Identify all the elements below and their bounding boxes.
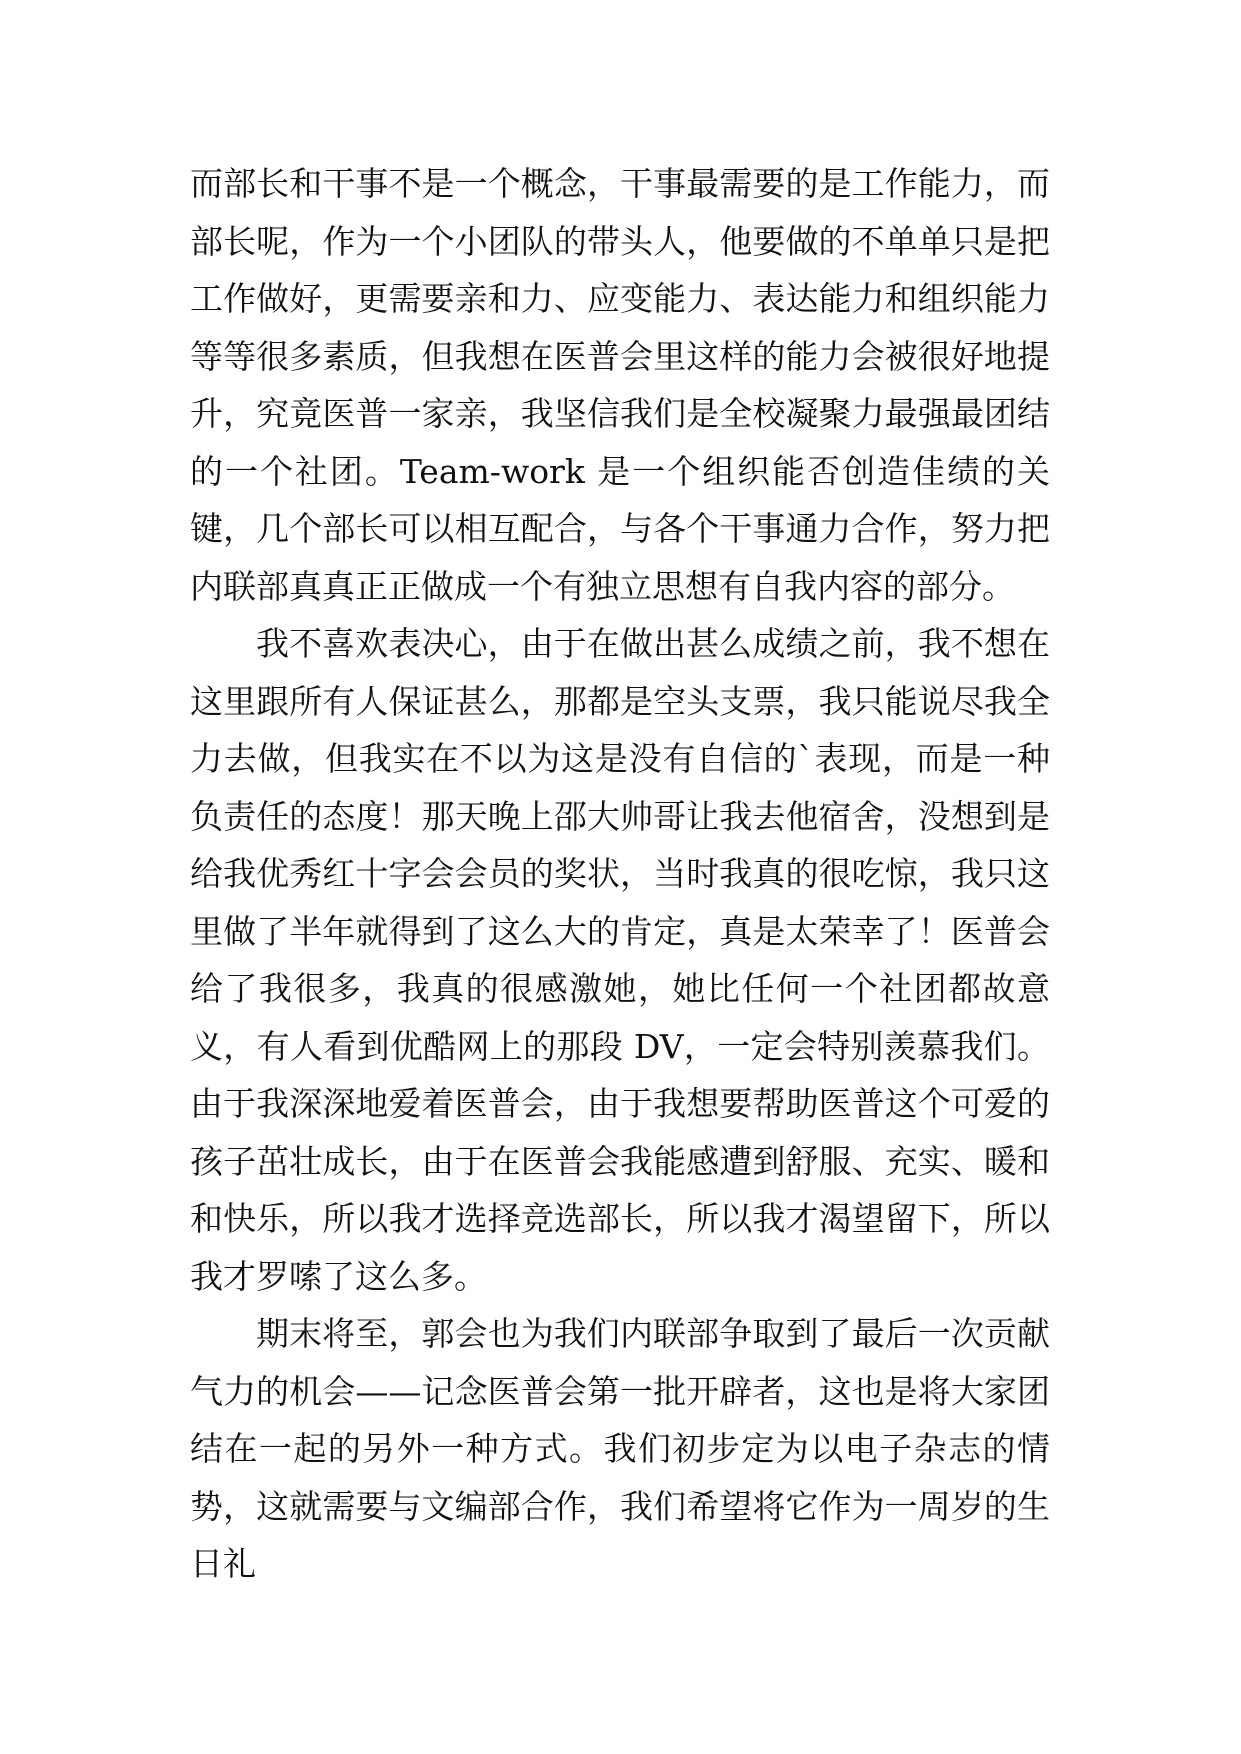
document-body — [190, 155, 1050, 1593]
paragraph-1: 而部长和干事不是一个概念，干事最需要的是工作能力，而部长呢，作为一个小团队的带头人，他要做的不单单只是把工作做好，更需要亲和力、应变能力、表达能力和组织能力等等很多素质，但我想在医普会里这样的能力会被很好地提升，究竟医普一家亲，我坚信我们是全校凝聚力最强最团结的一个社团。Team-work 是一个组织能否创造佳绩的关键，几个部长可以相互配合，与各个干事通力合作，努力把内联部真真正正做成一个有独立思想有自我内容的部分。 — [190, 164, 1050, 606]
paragraph-2: 我不喜欢表决心，由于在做出甚么成绩之前，我不想在这里跟所有人保证甚么，那都是空头支票，我只能说尽我全力去做，但我实在不以为这是没有自信的`表现，而是一种负责任的态度！那天晚上邵大帅哥让我去他宿舍，没想到是给我优秀红十字会会员的奖状，当时我真的很吃惊，我只这里做了半年就得到了这么大的肯定，真是太荣幸了！医普会给了我很多，我真的很感激她，她比任何一个社团都故意义，有人看到优酷网上的那段 DV，一定会特别羡慕我们。由于我深深地爱着医普会，由于我想要帮助医普这个可爱的孩子茁壮成长，由于在医普会我能感遭到舒服、充实、暖和和快乐，所以我才选择竞选部长，所以我才渴望留下，所以我才罗嗦了这么多。 — [190, 624, 1050, 1296]
paragraph-3: 期末将至，郭会也为我们内联部争取到了最后一次贡献气力的机会——记念医普会第一批开辟者，这也是将大家团结在一起的另外一种方式。我们初步定为以电子杂志的情势，这就需要与文编部合作，我们希望将它作为一周岁的生日礼 — [190, 1314, 1050, 1583]
